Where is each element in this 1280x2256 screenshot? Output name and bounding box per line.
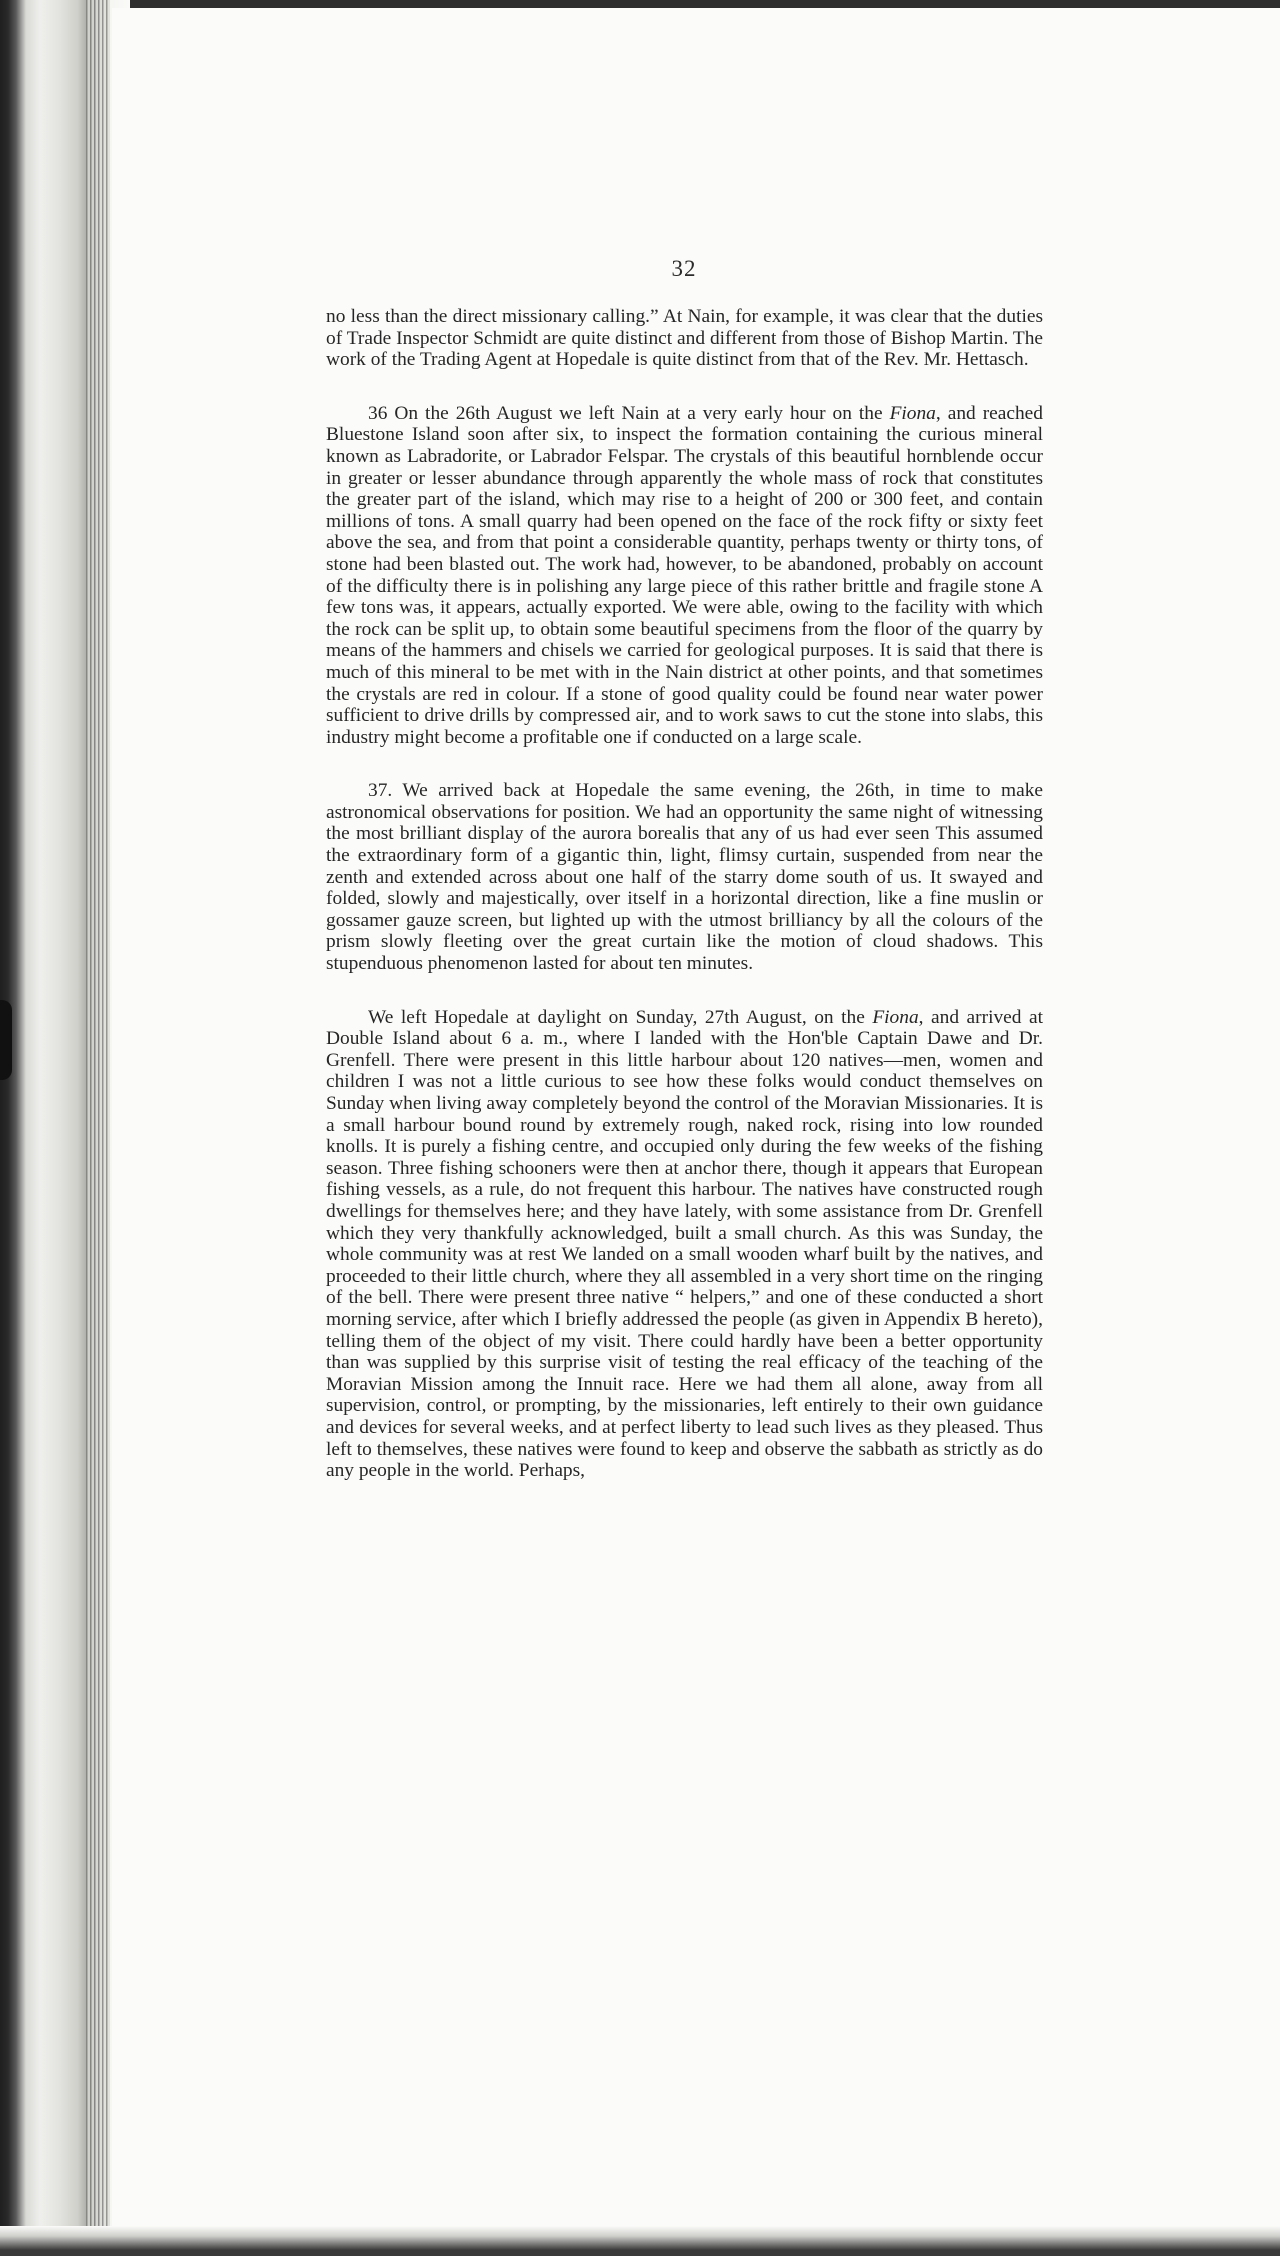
paragraph-38 bbox=[326, 1007, 1043, 1482]
ship-name: Fiona bbox=[889, 402, 936, 424]
paragraph-lead: We left Hopedale at daylight on Sunday, 27th August, on the bbox=[368, 1006, 873, 1028]
ship-name: Fiona bbox=[872, 1006, 919, 1028]
paragraph-continued bbox=[326, 306, 1043, 371]
page-number: 32 bbox=[671, 256, 697, 281]
paragraph-text: , and reached Bluestone Island soon after six, to inspect the formation containing the curious mineral known as Labradorite, or Labrador Felspar. The crystals of this beautiful hornblende occur in greater or lesser abundance through apparently the whole mass of rock that constitutes the greater part of the island, which may rise to a height of 200 or 300 feet, and contain millions of tons. A small quarry had been opened on the face of the rock fifty or sixty feet above the sea, and from that point a considerable quantity, perhaps twenty or thirty tons, of stone had been blasted out. The work had, however, to be abandoned, probably on account of the difficulty there is in polishing any large piece of this rather brittle and fragile stone A few tons was, it appears, actually exported. We were able, owing to the facility with which the rock can be split up, to obtain some beautiful specimens from the floor of the quarry by means of the hammers and chisels we carried for geological purposes. It is said that there is much of this mineral to be met with in the Nain district at other points, and that sometimes the crystals are red in colour. If a stone of good quality could be found near water power sufficient to drive drills by compressed air, and to work saws to cut the stone into slabs, this industry might become a profitable one if conducted on a large scale. bbox=[326, 402, 1043, 748]
page-body bbox=[326, 306, 1043, 1482]
paragraph-text: We arrived back at Hopedale the same evening, the 26th, in time to make astronomical observations for position. We had an opportunity the same night of witnessing the most brilliant display of the aurora borealis that any of us had ever seen This assumed the extraordinary form of a gigantic thin, light, flimsy curtain, suspended from near the zenth and extended across about one half of the starry dome south of us. It swayed and folded, slowly and majestically, over itself in a horizontal direction, like a fine muslin or gossamer gauze screen, but lighted up with the utmost brilliancy by all the colours of the prism slowly fleeting over the great curtain like the motion of cloud shadows. This stupenduous phenomenon lasted for about ten minutes. bbox=[326, 780, 1043, 975]
paragraph-37 bbox=[326, 780, 1043, 974]
scanner-bed-bottom bbox=[0, 2226, 1280, 2256]
binding-shadow bbox=[0, 1000, 12, 1080]
paragraph-number: 37. bbox=[368, 780, 393, 802]
paragraph-lead: On the 26th August we left Nain at a very early hour on the bbox=[387, 402, 890, 424]
paragraph-text: no less than the direct missionary calling.” At Nain, for example, it was clear that the duties of Trade Inspector Schmidt are quite distinct and different from those of Bishop Martin. The work of the Trading Agent at Hopedale is quite distinct from that of the Rev. Mr. Hettasch. bbox=[326, 306, 1043, 371]
paragraph-36 bbox=[326, 403, 1043, 749]
book-binding-gutter bbox=[0, 0, 130, 2256]
paragraph-number: 36 bbox=[368, 402, 388, 424]
paragraph-text: , and arrived at Double Island about 6 a. m., where I landed with the Hon'ble Captain Dawe and Dr. Grenfell. There were present in this little harbour about 120 natives—men, women and children I was not a little curious to see how these folks would conduct themselves on Sunday when living away completely beyond the control of the Moravian Missionaries. It is a small harbour bound round by extremely rough, naked rock, rising into low rounded knolls. It is purely a fishing centre, and occupied only during the few weeks of the fishing season. Three fishing schooners were then at anchor there, though it appears that European fishing vessels, as a rule, do not frequent this harbour. The natives have constructed rough dwellings for themselves here; and they have lately, with some assistance from Dr. Grenfell which they very thankfully acknowledged, built a small church. As this was Sunday, the whole community was at rest We landed on a small wooden wharf built by the natives, and proceeded to their little church, where they all assembled in a very short time on the ringing of the bell. There were present three native “ helpers,” and one of these conducted a short morning service, after which I briefly addressed the people (as given in Appendix B hereto), telling them of the object of my visit. There could hardly have been a better opportunity than was supplied by this surprise visit of testing the real efficacy of the teaching of the Moravian Mission among the Innuit race. Here we had them all alone, away from all supervision, control, or prompting, by the missionaries, left entirely to their own guidance and devices for several weeks, and at perfect liberty to lead such lives as they pleased. Thus left to themselves, these natives were found to keep and observe the sabbath as strictly as do any people in the world. Perhaps, bbox=[326, 1006, 1043, 1482]
page-edges bbox=[86, 0, 110, 2256]
